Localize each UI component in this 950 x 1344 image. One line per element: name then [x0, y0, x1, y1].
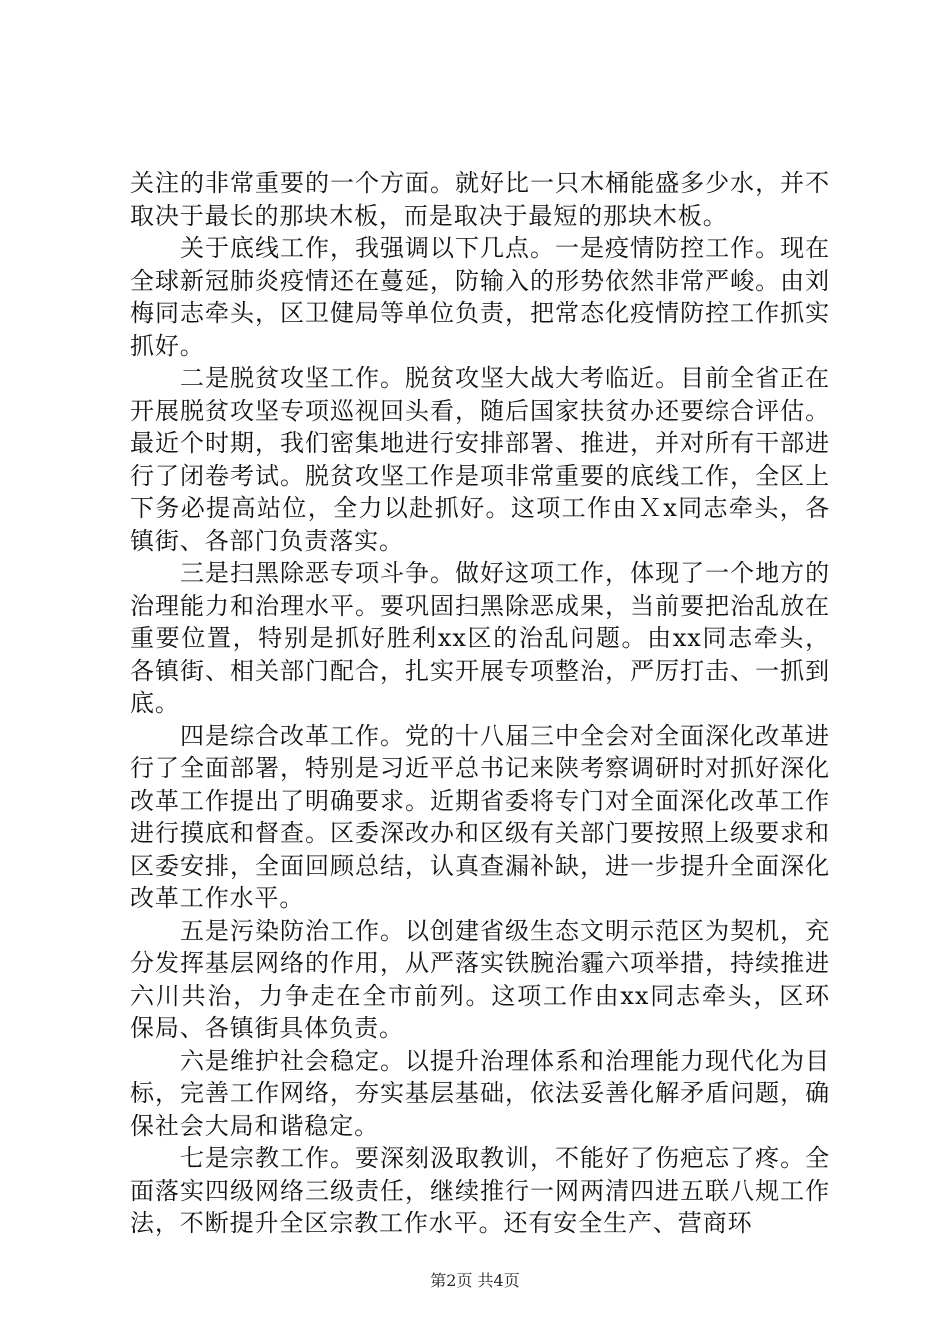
paragraph-2: 关于底线工作，我强调以下几点。一是疫情防控工作。现在全球新冠肺炎疫情还在蔓延，防输入的形势依然非常严峻。由刘梅同志牵头，区卫健局等单位负责，把常态化疫情防控工作抓实抓好。 — [130, 234, 830, 360]
document-body — [130, 167, 830, 1240]
paragraph-6: 五是污染防治工作。以创建省级生态文明示范区为契机，充分发挥基层网络的作用，从严落实铁腕治霾六项举措，持续推进六川共治，力争走在全市前列。这项工作由xx同志牵头，区环保局、各镇街具体负责。 — [130, 916, 830, 1042]
page-number-footer: 第2页 共4页 — [430, 1271, 520, 1290]
paragraph-7: 六是维护社会稳定。以提升治理体系和治理能力现代化为目标，完善工作网络，夯实基层基础，依法妥善化解矛盾问题，确保社会大局和谐稳定。 — [130, 1046, 830, 1140]
paragraph-1: 关注的非常重要的一个方面。就好比一只木桶能盛多少水，并不取决于最长的那块木板，而是取决于最短的那块木板。 — [130, 169, 830, 230]
paragraph-5: 四是综合改革工作。党的十八届三中全会对全面深化改革进行了全面部署，特别是习近平总书记来陕考察调研时对抓好深化改革工作提出了明确要求。近期省委将专门对全面深化改革工作进行摸底和督查。区委深改办和区级有关部门要按照上级要求和区委安排，全面回顾总结，认真查漏补缺，进一步提升全面深化改革工作水平。 — [130, 721, 830, 912]
paragraph-4: 三是扫黑除恶专项斗争。做好这项工作，体现了一个地方的治理能力和治理水平。要巩固扫黑除恶成果，当前要把治乱放在重要位置，特别是抓好胜利xx区的治乱问题。由xx同志牵头，各镇街、相关部门配合，扎实开展专项整治，严厉打击、一抓到底。 — [130, 559, 830, 717]
paragraph-8: 七是宗教工作。要深刻汲取教训，不能好了伤疤忘了疼。全面落实四级网络三级责任，继续推行一网两清四进五联八规工作法，不断提升全区宗教工作水平。还有安全生产、营商环 — [130, 1144, 830, 1237]
paragraph-3: 二是脱贫攻坚工作。脱贫攻坚大战大考临近。目前全省正在开展脱贫攻坚专项巡视回头看，随后国家扶贫办还要综合评估。最近个时期，我们密集地进行安排部署、推进，并对所有干部进行了闭卷考试。脱贫攻坚工作是项非常重要的底线工作，全区上下务必提高站位，全力以赴抓好。这项工作由Ｘx同志牵头，各镇街、各部门负责落实。 — [130, 364, 830, 555]
